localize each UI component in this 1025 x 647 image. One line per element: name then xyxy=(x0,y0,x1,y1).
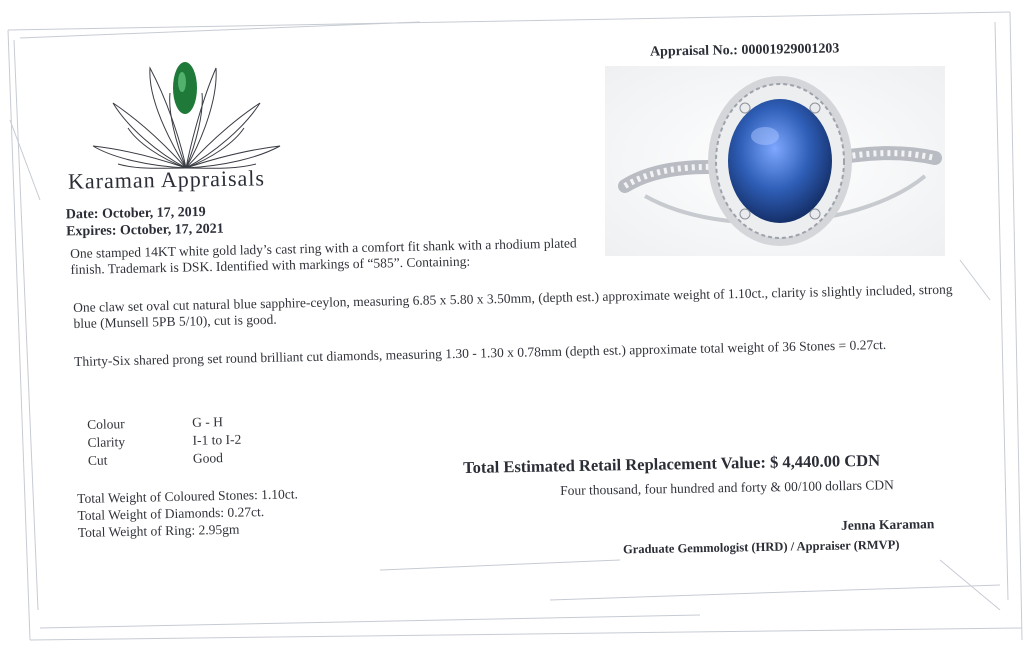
total-diamonds: Total Weight of Diamonds: 0.27ct. xyxy=(77,504,265,523)
total-coloured-stones: Total Weight of Coloured Stones: 1.10ct. xyxy=(77,486,299,506)
lotus-gem-logo xyxy=(88,58,288,173)
total-ring-weight: Total Weight of Ring: 2.95gm xyxy=(77,521,240,540)
replacement-value: Total Estimated Retail Replacement Value: $ 4,440.00 CDN xyxy=(463,450,881,477)
appraiser-name: Jenna Karaman xyxy=(840,516,935,533)
grade-label: Clarity xyxy=(87,434,126,450)
grade-value: G - H xyxy=(191,414,224,430)
diamond-grades xyxy=(87,414,242,471)
appraisal-number: Appraisal No.: 00001929001203 xyxy=(649,41,840,60)
grade-row xyxy=(88,450,242,471)
dates-block xyxy=(66,204,224,241)
ring-photo xyxy=(605,66,945,256)
grade-label: Colour xyxy=(87,416,125,432)
brand-name: Karaman Appraisals xyxy=(67,165,266,194)
grade-value: Good xyxy=(192,450,224,466)
appraisal-date: Date: October, 17, 2019 xyxy=(65,204,206,223)
center-stone-description: One claw set oval cut natural blue sapphire-ceylon, measuring 6.85 x 5.80 x 3.50mm, (depth est.) approximate weight of 1.10ct., clarity is slightly included, strong blue (Munsell 5PB 5/10), cut is good. xyxy=(73,281,953,331)
grade-value: I-1 to I-2 xyxy=(192,431,242,448)
replacement-value-words: Four thousand, four hundred and forty & 00/100 dollars CDN xyxy=(560,477,894,498)
grade-label: Cut xyxy=(87,452,108,468)
expiry-date: Expires: October, 17, 2021 xyxy=(66,221,224,240)
weight-totals xyxy=(77,485,299,541)
sapphire-stone xyxy=(728,99,832,223)
appraiser-title: Graduate Gemmologist (HRD) / Appraiser (RMVP) xyxy=(622,537,900,557)
item-description: One stamped 14KT white gold lady’s cast ring with a comfort fit shank with a rhodium plated finish. Trademark is DSK. Identified with markings of “585”. Containing: xyxy=(70,235,577,277)
side-stones-description: Thirty-Six shared prong set round brilliant cut diamonds, measuring 1.30 - 1.30 x 0.78mm (depth est.) approximate total weight of 36 Stones = 0.27ct. xyxy=(74,336,887,369)
